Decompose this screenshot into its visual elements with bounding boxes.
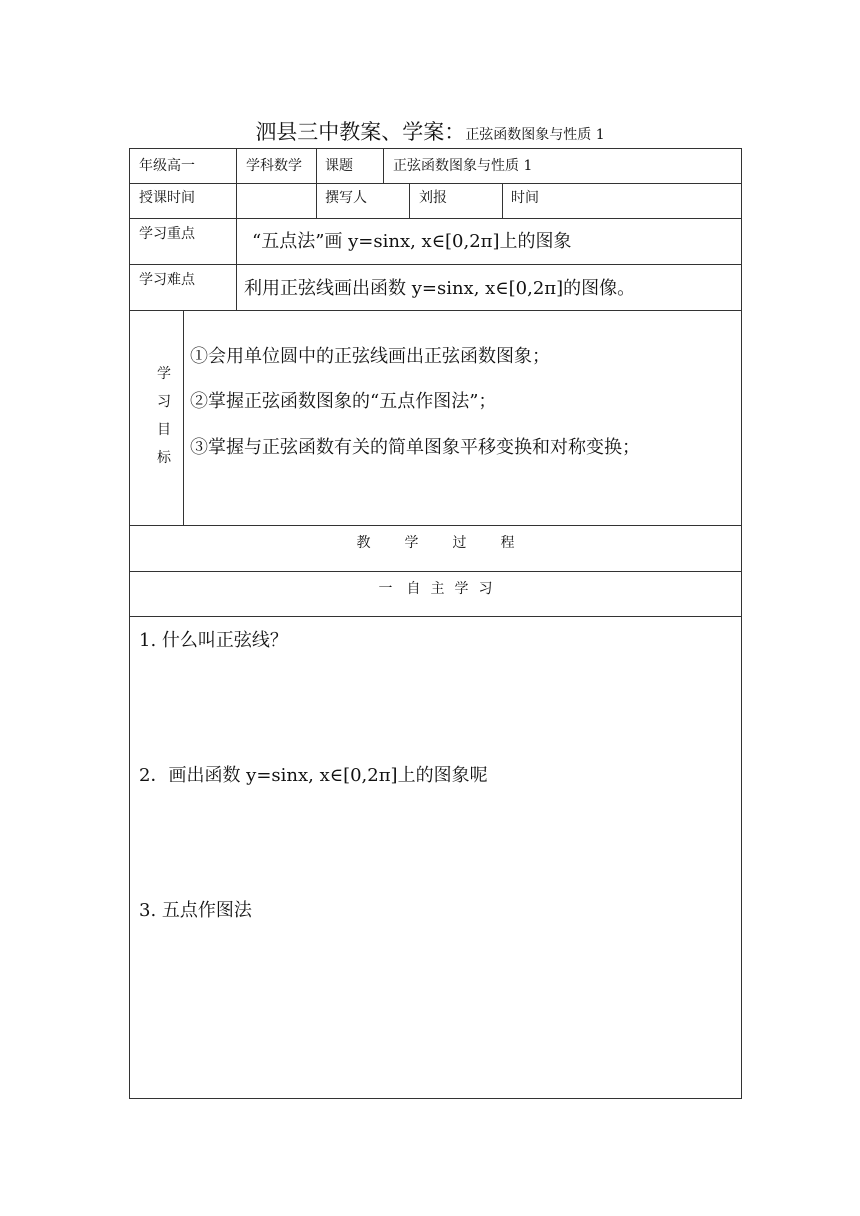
author-value: 刘报 [419,190,447,206]
goals-label-char: 标 [157,450,171,466]
process-heading-char: 过 [452,535,467,551]
title-sub: 正弦函数图象与性质 1 [465,127,605,143]
focus-label: 学习重点 [139,226,195,242]
process-heading-char: 教 [356,535,371,551]
author-label: 撰写人 [325,190,367,206]
goals-label-char: 习 [157,394,171,410]
title-main: 泗县三中教案、学案： [255,120,466,144]
date-label: 时间 [511,190,539,206]
focus-text: “五点法”画 y=sinx, x∈[0,2π]上的图象 [252,231,572,252]
process-heading-char: 学 [404,535,419,551]
question-2: 2．画出函数 y=sinx, x∈[0,2π]上的图象呢 [139,765,488,786]
goals-label-char: 目 [157,422,171,438]
section-heading-char: 学 [454,581,469,597]
lesson-plan-table [129,148,742,1099]
section-heading-char: 主 [430,581,445,597]
process-heading [130,532,741,552]
class-time-label: 授课时间 [139,190,195,206]
topic-value: 正弦函数图象与性质 1 [393,158,533,174]
goal-item-2: ②掌握正弦函数图象的“五点作图法”； [190,391,497,412]
grade-cell: 年级高一 [139,158,195,174]
section-heading [130,578,741,598]
topic-label: 课题 [325,158,353,174]
difficulty-text: 利用正弦线画出函数 y=sinx, x∈[0,2π]的图像。 [244,278,636,299]
goal-item-3: ③掌握与正弦函数有关的简单图象平移变换和对称变换； [190,437,640,458]
question-3: 3. 五点作图法 [139,900,252,921]
section-heading-char: 一 [378,581,393,597]
process-heading-char: 程 [500,535,515,551]
goals-label-char: 学 [157,366,171,382]
section-heading-char: 自 [406,581,421,597]
subject-cell: 学科数学 [246,158,302,174]
section-heading-char: 习 [478,581,493,597]
document-title [0,116,860,146]
question-1: 1. 什么叫正弦线？ [139,630,288,651]
difficulty-label: 学习难点 [139,272,195,288]
goals-label [154,360,174,472]
goal-item-1: ①会用单位圆中的正弦线画出正弦函数图象； [190,346,550,367]
